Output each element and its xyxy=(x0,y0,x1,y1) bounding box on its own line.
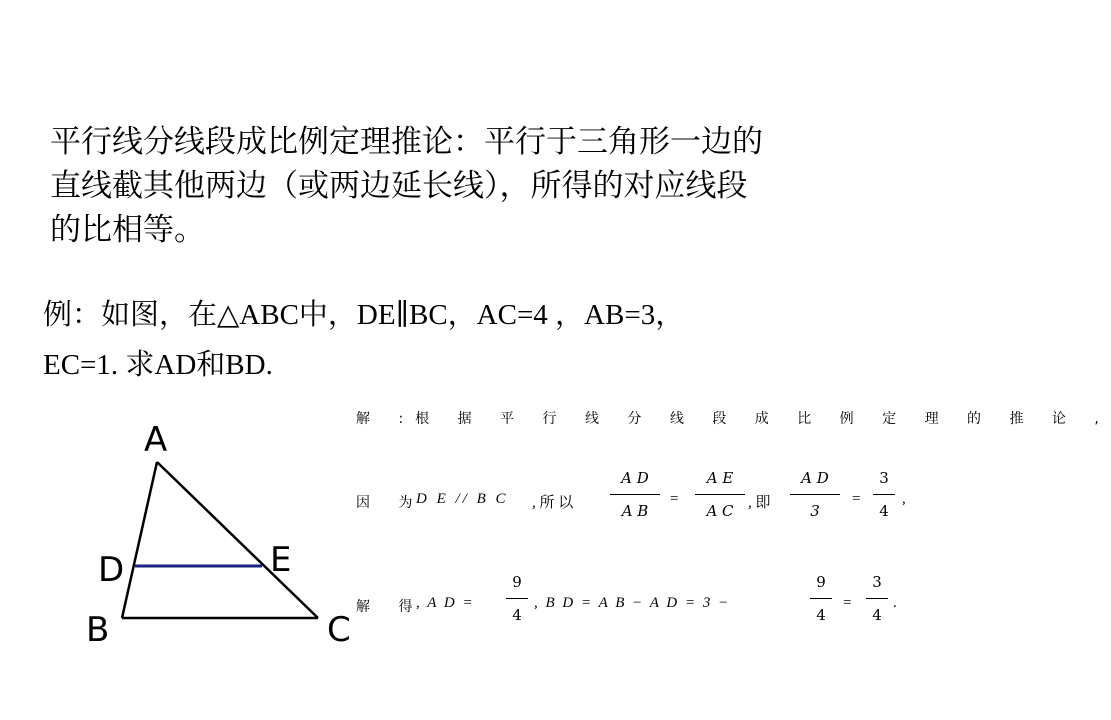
fraction-9-4 xyxy=(506,572,528,625)
fraction-bar xyxy=(866,598,888,599)
fraction-ad-3 xyxy=(790,468,840,521)
fraction-numerator: 9 xyxy=(512,573,522,591)
solution-solve: 解 得 xyxy=(356,599,425,615)
fraction-denominator: A B xyxy=(621,502,649,520)
solution-namely: , 即 xyxy=(748,495,771,511)
solution-ad-eq: , A D = xyxy=(416,595,475,611)
example-line-1: 例：如图，在△ABC中，DE∥BC，AC=4 ，AB=3， xyxy=(43,299,685,331)
label-a: A xyxy=(144,420,168,460)
fraction-bar xyxy=(695,494,745,495)
fraction-denominator: 4 xyxy=(879,502,889,520)
fraction-denominator: 4 xyxy=(512,606,522,624)
fraction-3-4 xyxy=(866,572,888,625)
theorem-paragraph xyxy=(50,120,920,252)
solution-so: , 所 以 xyxy=(532,495,574,511)
equals-sign: = xyxy=(843,595,852,611)
equals-sign: = xyxy=(852,491,861,507)
fraction-bar xyxy=(610,494,660,495)
comma: , xyxy=(902,491,906,507)
fraction-bar xyxy=(810,598,832,599)
label-b: B xyxy=(86,610,110,650)
solution-bd-eq: , B D = A B − A D = 3 − xyxy=(534,595,731,611)
fraction-denominator: 3 xyxy=(810,502,820,520)
fraction-ae-ac xyxy=(695,468,745,521)
theorem-line: 直线截其他两边（或两边延长线），所得的对应线段 xyxy=(50,168,748,204)
fraction-bar xyxy=(873,494,895,495)
fraction-bar xyxy=(790,494,840,495)
equals-sign: = xyxy=(670,491,679,507)
label-c: C xyxy=(327,610,351,650)
theorem-line: 平行线分线段成比例定理推论：平行于三角形一边的 xyxy=(50,124,763,160)
theorem-line: 的比相等。 xyxy=(50,212,205,248)
solution-row-1: 解 :根 据 平 行 线 分 线 段 成 比 例 定 理 的 推 论 , xyxy=(356,411,1111,427)
fraction-numerator: 3 xyxy=(872,573,882,591)
fraction-9-4 xyxy=(810,572,832,625)
fraction-numerator: 3 xyxy=(879,469,889,487)
solution-relation: D E // B C xyxy=(416,491,509,507)
fraction-numerator: A D xyxy=(801,469,829,487)
fraction-numerator: A E xyxy=(706,469,734,487)
fraction-numerator: A D xyxy=(621,469,649,487)
fraction-bar xyxy=(506,598,528,599)
fraction-3-4 xyxy=(873,468,895,521)
label-d: D xyxy=(98,550,125,590)
solution-because: 因 为 xyxy=(356,495,425,511)
fraction-denominator: A C xyxy=(706,502,734,520)
side-ab xyxy=(122,462,157,618)
example-line-2: EC=1. 求AD和BD. xyxy=(43,349,273,381)
period: . xyxy=(893,595,897,611)
fraction-ad-ab xyxy=(610,468,660,521)
fraction-numerator: 9 xyxy=(816,573,826,591)
label-e: E xyxy=(270,540,292,580)
side-ac xyxy=(157,462,318,618)
fraction-denominator: 4 xyxy=(816,606,826,624)
fraction-denominator: 4 xyxy=(872,606,882,624)
triangle-figure xyxy=(80,405,365,655)
